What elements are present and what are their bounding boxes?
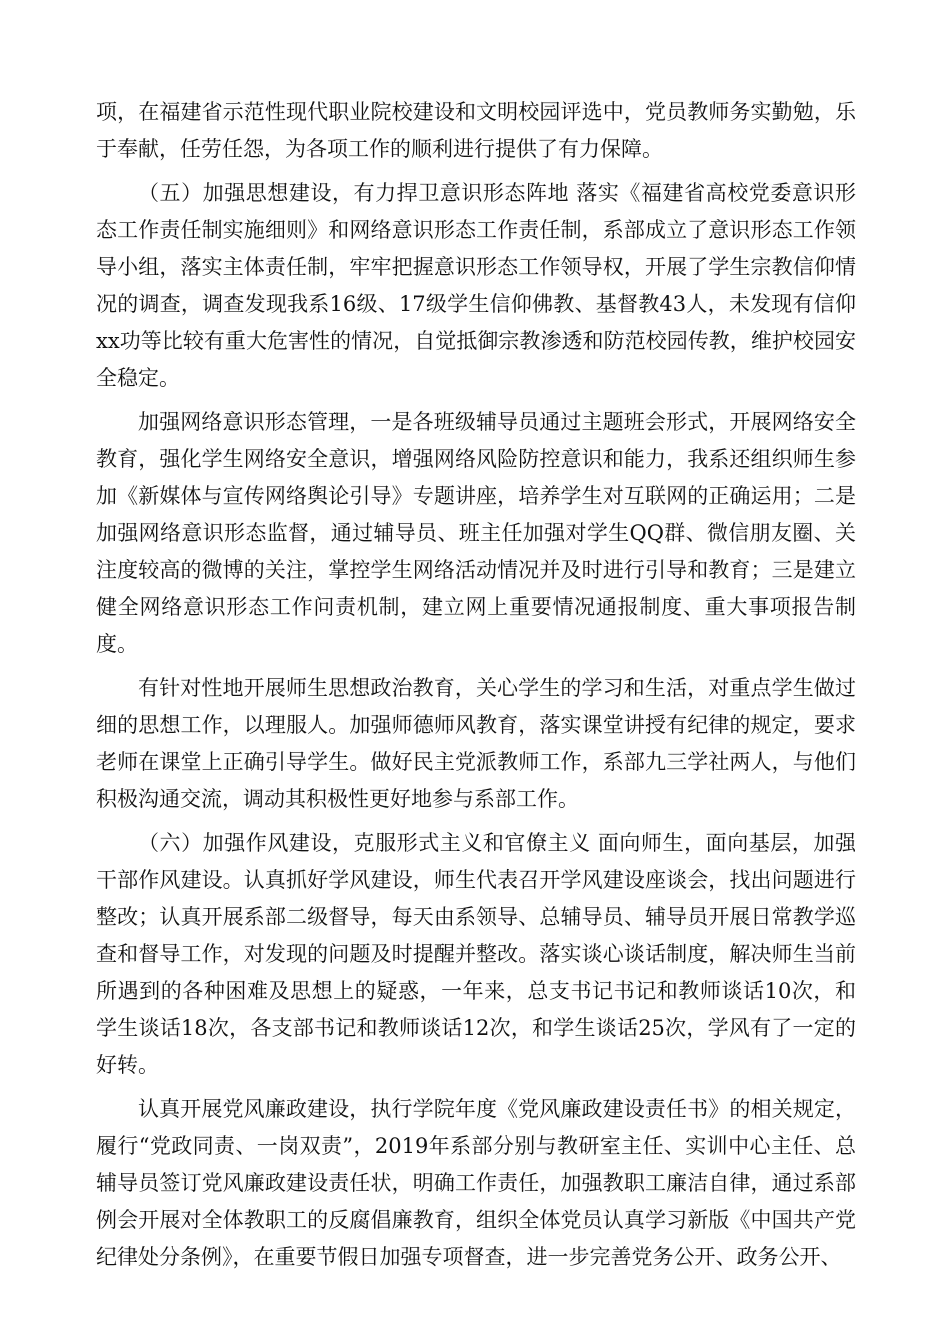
paragraph-2: （五）加强思想建设，有力捍卫意识形态阵地 落实《福建省高校党委意识形态工作责任制实施细则》和网络意识形态工作责任制，系部成立了意识形态工作领导小组，落实主体责任制，牢牢把握意识形态工作领导权，开展了学生宗教信仰情况的调查，调查发现我系16级、17级学生信仰佛教、基督教43人，未发现有信仰xx功等比较有重大危害性的情况，自觉抵御宗教渗透和防范校园传教，维护校园安全稳定。 bbox=[96, 181, 856, 390]
paragraph-6: 认真开展党风廉政建设，执行学院年度《党风廉政建设责任书》的相关规定，履行“党政同责、一岗双责”，2019年系部分别与教研室主任、实训中心主任、总辅导员签订党风廉政建设责任状，明确工作责任，加强教职工廉洁自律，通过系部例会开展对全体教职工的反腐倡廉教育，组织全体党员认真学习新版《中国共产党纪律处分条例》，在重要节假日加强专项督查，进一步完善党务公开、政务公开、 bbox=[96, 1097, 856, 1269]
paragraph-1: 项，在福建省示范性现代职业院校建设和文明校园评选中，党员教师务实勤勉，乐于奉献，任劳任怨，为各项工作的顺利进行提供了有力保障。 bbox=[96, 100, 856, 161]
document-body bbox=[96, 94, 856, 1283]
paragraph-4: 有针对性地开展师生思想政治教育，关心学生的学习和生活，对重点学生做过细的思想工作，以理服人。加强师德师风教育，落实课堂讲授有纪律的规定，要求老师在课堂上正确引导学生。做好民主党派教师工作，系部九三学社两人，与他们积极沟通交流，调动其积极性更好地参与系部工作。 bbox=[96, 676, 856, 811]
paragraph-5: （六）加强作风建设，克服形式主义和官僚主义 面向师生，面向基层，加强干部作风建设。认真抓好学风建设，师生代表召开学风建设座谈会，找出问题进行整改；认真开展系部二级督导，每天由系领导、总辅导员、辅导员开展日常教学巡查和督导工作，对发现的问题及时提醒并整改。落实谈心谈话制度，解决师生当前所遇到的各种困难及思想上的疑惑，一年来，总支书记书记和教师谈话10次，和学生谈话18次，各支部书记和教师谈话12次，和学生谈话25次，学风有了一定的好转。 bbox=[96, 831, 856, 1077]
paragraph-3: 加强网络意识形态管理，一是各班级辅导员通过主题班会形式，开展网络安全教育，强化学生网络安全意识，增强网络风险防控意识和能力，我系还组织师生参加《新媒体与宣传网络舆论引导》专题讲座，培养学生对互联网的正确运用；二是加强网络意识形态监督，通过辅导员、班主任加强对学生QQ群、微信朋友圈、关注度较高的微博的关注，掌控学生网络活动情况并及时进行引导和教育；三是建立健全网络意识形态工作问责机制，建立网上重要情况通报制度、重大事项报告制度。 bbox=[96, 410, 856, 656]
